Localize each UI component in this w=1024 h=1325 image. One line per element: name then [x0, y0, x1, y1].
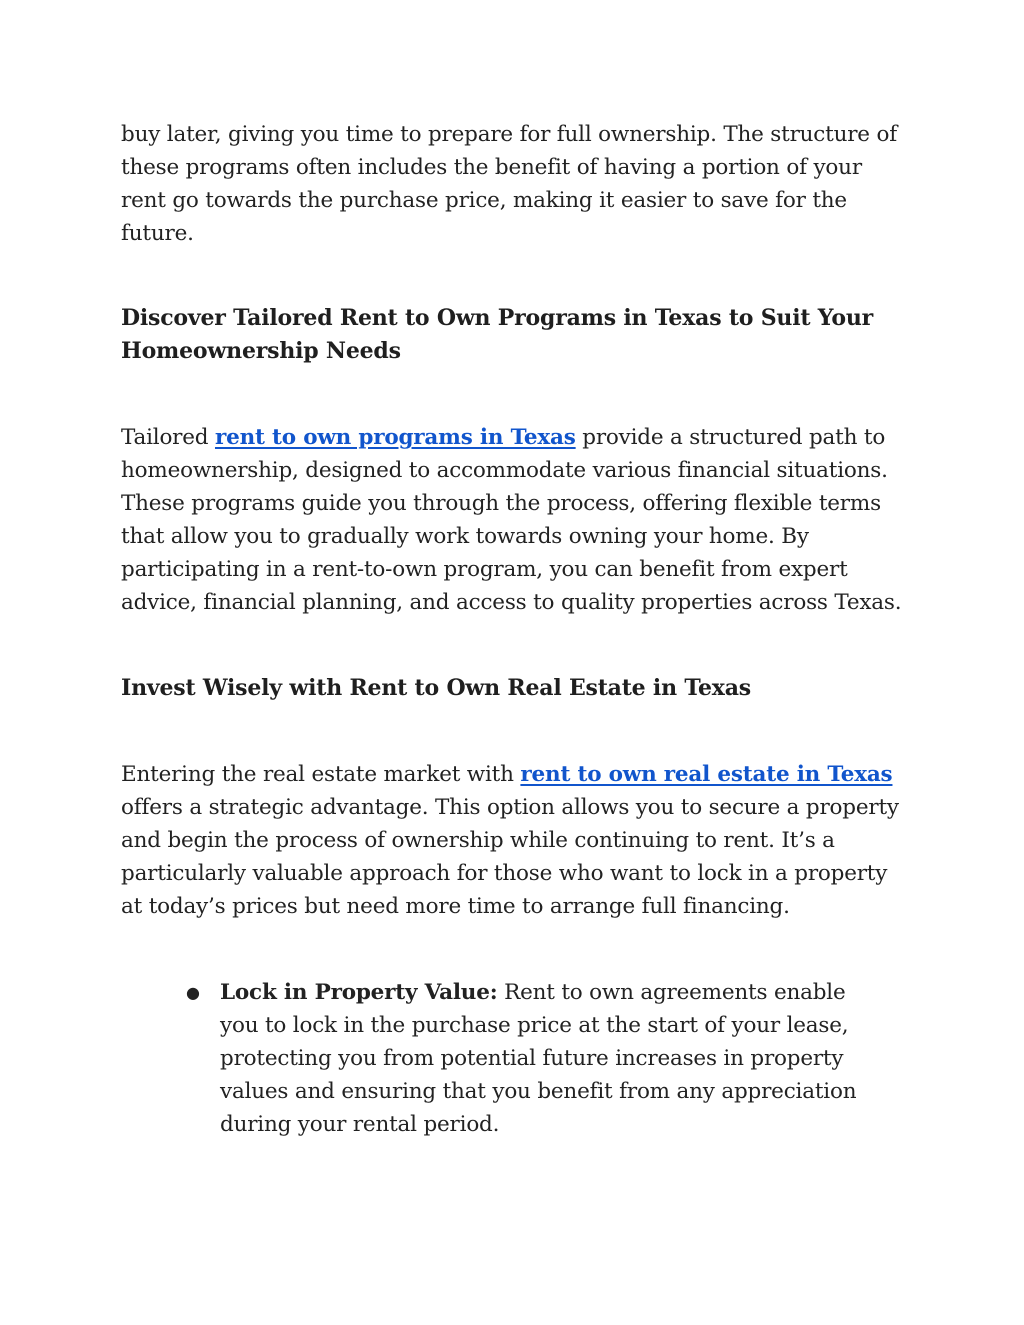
rent-to-own-programs-link[interactable]: rent to own programs in Texas: [214, 425, 576, 450]
paragraph-text-after-link: offers a strategic advantage. This option allows you to secure a property and begin the process of ownership while continuing to rent. It’s a particularly valuable approach for those who want to lock in a property at today’s prices but need more time to arrange full financing.: [121, 795, 899, 919]
paragraph-text-after-link: provide a structured path to homeownership, designed to accommodate various financial situations. These programs guide you through the process, offering flexible terms that allow you to gradually work towards owning your home. By participating in a rent-to-own program, you can benefit from expert advice, financial planning, and access to quality properties across Texas.: [121, 425, 902, 615]
intro-paragraph: buy later, giving you time to prepare for full ownership. The structure of these programs often includes the benefit of having a portion of your rent go towards the purchase price, making it easier to save for the future.: [121, 122, 897, 246]
bullet-title: Lock in Property Value:: [220, 980, 498, 1005]
bullet-icon: ●: [186, 983, 200, 1002]
bullet-list: [121, 976, 911, 1141]
section-heading-tailored-programs: Discover Tailored Rent to Own Programs in Texas to Suit Your Homeownership Needs: [121, 305, 874, 364]
rent-to-own-real-estate-link[interactable]: rent to own real estate in Texas: [520, 762, 893, 787]
invest-wisely-paragraph: [121, 758, 911, 923]
tailored-programs-paragraph: [121, 421, 911, 619]
section-heading-invest-wisely: Invest Wisely with Rent to Own Real Estate in Texas: [121, 675, 751, 701]
list-item: [186, 976, 890, 1141]
bullet-text: Rent to own agreements enable you to lock in the purchase price at the start of your lease, protecting you from potential future increases in property values and ensuring that you benefit from any appreciation during your rental period.: [220, 980, 857, 1137]
paragraph-text-before-link: Entering the real estate market with: [121, 762, 521, 787]
document-page: [121, 118, 911, 1141]
paragraph-text-before-link: Tailored: [121, 425, 215, 450]
